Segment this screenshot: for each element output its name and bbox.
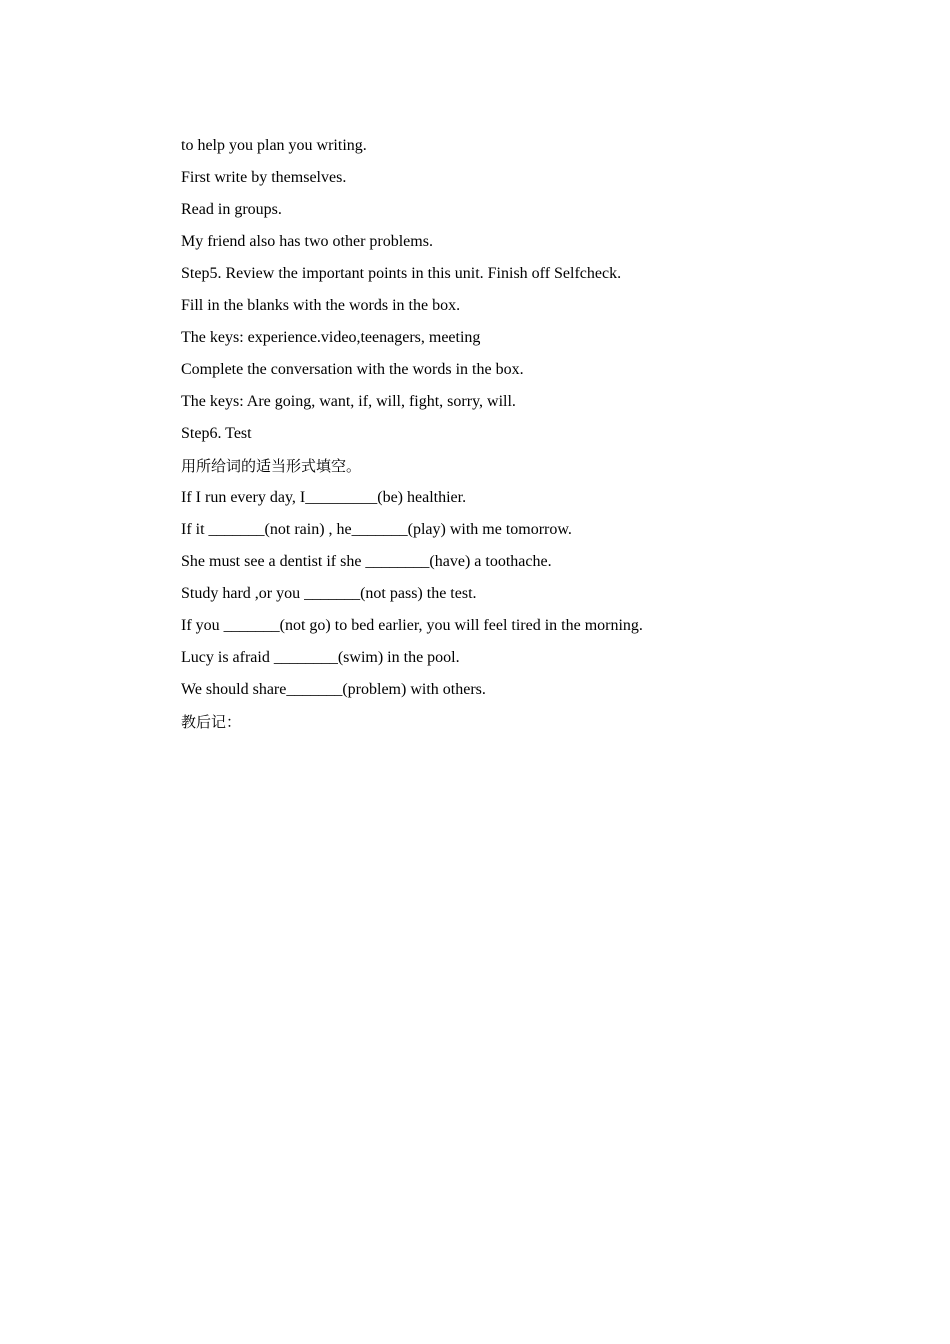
- line-step6: Step6. Test: [181, 425, 252, 442]
- line-first-write: First write by themselves.: [181, 169, 347, 186]
- document-body: [181, 134, 801, 742]
- line-fill-blanks: Fill in the blanks with the words in the box.: [181, 297, 461, 314]
- line-question-5: If you _______(not go) to bed earlier, you will feel tired in the morning.: [181, 617, 643, 634]
- line-question-3: She must see a dentist if she ________(have) a toothache.: [181, 553, 552, 570]
- line-step5: Step5. Review the important points in this unit. Finish off Selfcheck.: [181, 265, 622, 282]
- line-keys-2: The keys: Are going, want, if, will, fight, sorry, will.: [181, 393, 516, 410]
- line-plan-writing: to help you plan you writing.: [181, 137, 367, 154]
- line-question-7: We should share_______(problem) with others.: [181, 681, 486, 698]
- line-question-4: Study hard ,or you _______(not pass) the test.: [181, 585, 477, 602]
- line-keys-1: The keys: experience.video,teenagers, meeting: [181, 329, 481, 346]
- line-instruction-cn: 用所给词的适当形式填空。: [181, 457, 362, 475]
- line-friend-problems: My friend also has two other problems.: [181, 233, 433, 250]
- line-teaching-notes: 教后记：: [181, 713, 242, 731]
- line-complete-conversation: Complete the conversation with the words in the box.: [181, 361, 524, 378]
- line-question-1: If I run every day, I_________(be) healthier.: [181, 489, 467, 506]
- line-read-groups: Read in groups.: [181, 201, 282, 218]
- line-question-2: If it _______(not rain) , he_______(play) with me tomorrow.: [181, 521, 572, 538]
- line-question-6: Lucy is afraid ________(swim) in the pool.: [181, 649, 460, 666]
